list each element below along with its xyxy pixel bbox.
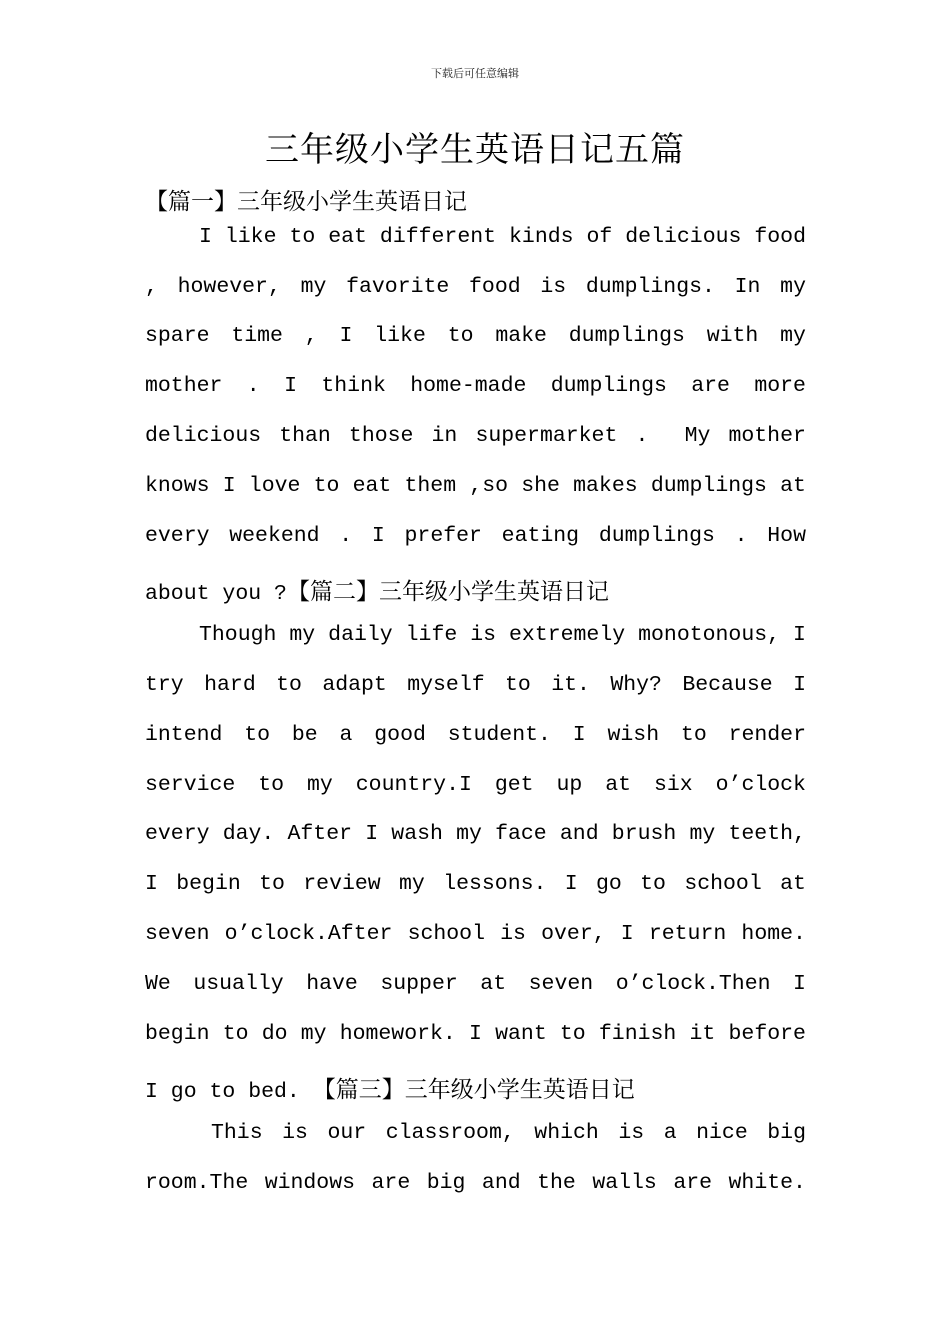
word: at [480,971,507,996]
word: than [279,423,331,448]
word: six [653,772,693,797]
paragraph-line [145,922,806,972]
word: walls [592,1170,657,1195]
word: to [259,872,285,897]
word: I [339,324,353,349]
word: to [258,772,285,797]
word: review [303,872,381,897]
word: . [339,523,353,548]
word: like [374,324,426,349]
word: I [572,722,586,747]
word: dumplings [568,324,685,349]
word: my [307,772,333,797]
word: good [374,722,426,747]
paragraph-line [145,822,806,872]
word: homework. [339,1021,456,1046]
word: try [145,672,184,697]
word: my [456,822,482,847]
word: brush [611,822,677,847]
paragraph-line [145,623,806,673]
word: school [684,872,762,897]
paragraph-tail-text: about you ? [145,582,287,607]
word: Though [199,623,277,648]
word: want [495,1021,547,1046]
word: hard [204,672,256,697]
word: are [673,1170,713,1195]
word: In [734,274,761,299]
word: my [300,1021,327,1046]
word: finish [598,1021,677,1046]
word: every [145,822,210,847]
word: eating [501,523,580,548]
word: it [689,1021,716,1046]
document-title: 三年级小学生英语日记五篇 [265,130,685,170]
word: . [734,523,748,548]
paragraph-line [145,1071,806,1121]
word: home. [741,921,806,946]
word: return [648,921,727,946]
word: . [246,374,260,399]
paragraph-line [145,573,806,623]
paragraph-tail-text: I go to bed. [145,1080,313,1105]
word: service [145,772,236,797]
word: is [282,1121,308,1146]
word: I [365,822,379,847]
word: wish [607,722,660,747]
word: them [404,473,457,498]
word: dumplings [550,374,667,399]
word: prefer [404,523,482,548]
word: I [793,672,806,697]
word: get [494,772,534,797]
word: dumplings [598,523,715,548]
word: do [261,1021,288,1046]
paragraph-line [145,1171,806,1221]
word: my [399,872,425,897]
word: before [728,1021,806,1046]
word: up [556,772,583,797]
word: How [767,523,806,548]
word: face [495,822,547,847]
word: life [405,623,458,648]
word: o’clock.Then [615,971,771,996]
word: at [605,772,632,797]
word: the [537,1170,576,1195]
paragraph-line [145,773,806,823]
word: with [706,324,759,349]
word: those [348,423,414,448]
word: go [596,872,622,897]
paragraph-line [145,673,806,723]
word: favorite [346,274,450,299]
word: delicious [625,224,742,249]
word: . [635,423,649,448]
word: spare [145,324,210,349]
word: my [289,623,316,648]
word: she [521,473,560,498]
paragraph-line [145,872,806,922]
word: begin [176,872,241,897]
word: more [754,374,806,399]
word: is [618,1121,645,1146]
word: begin [145,1021,210,1046]
word: dumplings [650,473,767,498]
word: white. [728,1170,806,1195]
word: ,so [469,473,509,498]
word: After [287,822,353,847]
word: my [780,274,806,299]
word: eat [328,224,367,249]
word: like [224,224,277,249]
word: o’clock [715,772,806,797]
word: think [321,374,386,399]
word: to [640,872,666,897]
word: I [371,523,385,548]
word: student. [447,722,551,747]
word: monotonous, [638,623,781,648]
word: mother [145,374,223,399]
section-2-paragraph [145,623,806,1121]
word: my [300,274,327,299]
word: make [495,324,547,349]
word: big [767,1121,806,1146]
paragraph-line [145,1022,806,1072]
word: big [426,1170,466,1195]
word: my [689,822,716,847]
word: dumplings. [585,274,715,299]
word: and [481,1170,521,1195]
word: I [284,374,297,399]
word: at [780,872,806,897]
word: every [145,523,210,548]
word: are [371,1170,411,1195]
paragraph-line [145,374,806,424]
word: o’clock.After [224,921,393,946]
word: seven [145,921,210,946]
word: I [222,473,236,498]
word: myself [407,672,485,697]
word: intend [145,722,223,747]
paragraph-line [145,1121,806,1171]
word: mother [728,423,806,448]
word: knows [145,473,210,498]
word: country.I [355,772,472,797]
word: adapt [322,672,387,697]
paragraph-line [145,424,806,474]
word: which [534,1121,599,1146]
section-1-paragraph [145,225,806,623]
word: makes [573,473,638,498]
word: I [620,921,634,946]
word: our [327,1121,367,1146]
word: to [289,224,316,249]
word: I [469,1021,482,1046]
word: are [691,374,730,399]
word: and [559,822,599,847]
document-body [145,175,806,1221]
word: to [244,722,271,747]
paragraph-line [145,474,806,524]
word: food [469,274,521,299]
word: kinds [509,224,574,249]
word: classroom, [385,1121,515,1146]
word: different [379,224,497,249]
section-2-heading: 【篇二】三年级小学生英语日记 [286,579,609,606]
word: at [780,473,806,498]
paragraph-line [145,324,806,374]
word: windows [264,1170,356,1195]
word: to [313,473,340,498]
word: supper [380,971,458,996]
word: I [564,872,578,897]
word: render [728,722,806,747]
word: , [304,324,318,349]
word: daily [328,623,393,648]
word: teeth, [728,822,806,847]
paragraph-line [145,275,806,325]
word: food [754,224,806,249]
paragraph-line [145,972,806,1022]
word: wash [391,822,443,847]
word: eat [352,473,392,498]
paragraph-line [145,225,806,275]
word: I [793,623,806,648]
word: to [505,672,531,697]
word: school [407,921,485,946]
word: to [222,1021,249,1046]
word: in [431,423,458,448]
paragraph-line [145,524,806,574]
word: This [211,1121,263,1146]
word: I [793,971,806,996]
word: , [145,274,158,299]
word: We [145,971,171,996]
word: however, [177,274,281,299]
word: it. [551,672,590,697]
word: is [500,921,526,946]
word: Why? [610,672,662,697]
word: usually [193,971,284,996]
word: to [276,672,302,697]
word: lessons. [443,872,547,897]
word: over, [541,921,606,946]
word: room.The [145,1170,249,1195]
word: Because [682,672,773,697]
word: a [339,722,353,747]
word: be [291,722,318,747]
word: extremely [509,623,626,648]
word: I [199,224,212,249]
word: delicious [145,423,262,448]
word: love [248,473,301,498]
word: supermarket [475,423,618,448]
header-note: 下载后可任意编辑 [431,67,519,80]
section-1-heading: 【篇一】三年级小学生英语日记 [145,189,467,216]
section-3-heading: 【篇三】三年级小学生英语日记 [312,1077,635,1104]
word: I [145,872,158,897]
word: My [684,423,711,448]
word: time [231,324,283,349]
word: to [559,1021,586,1046]
word: weekend [229,523,320,548]
word: is [540,274,567,299]
word: to [447,324,474,349]
word: a [663,1121,677,1146]
word: to [680,722,707,747]
section-3-paragraph [145,1121,806,1221]
word: is [470,623,497,648]
word: home-made [410,374,527,399]
word: of [586,224,613,249]
word: seven [528,971,594,996]
word: have [306,971,358,996]
word: my [780,324,806,349]
word: day. [222,822,275,847]
word: nice [696,1121,748,1146]
paragraph-line [145,723,806,773]
